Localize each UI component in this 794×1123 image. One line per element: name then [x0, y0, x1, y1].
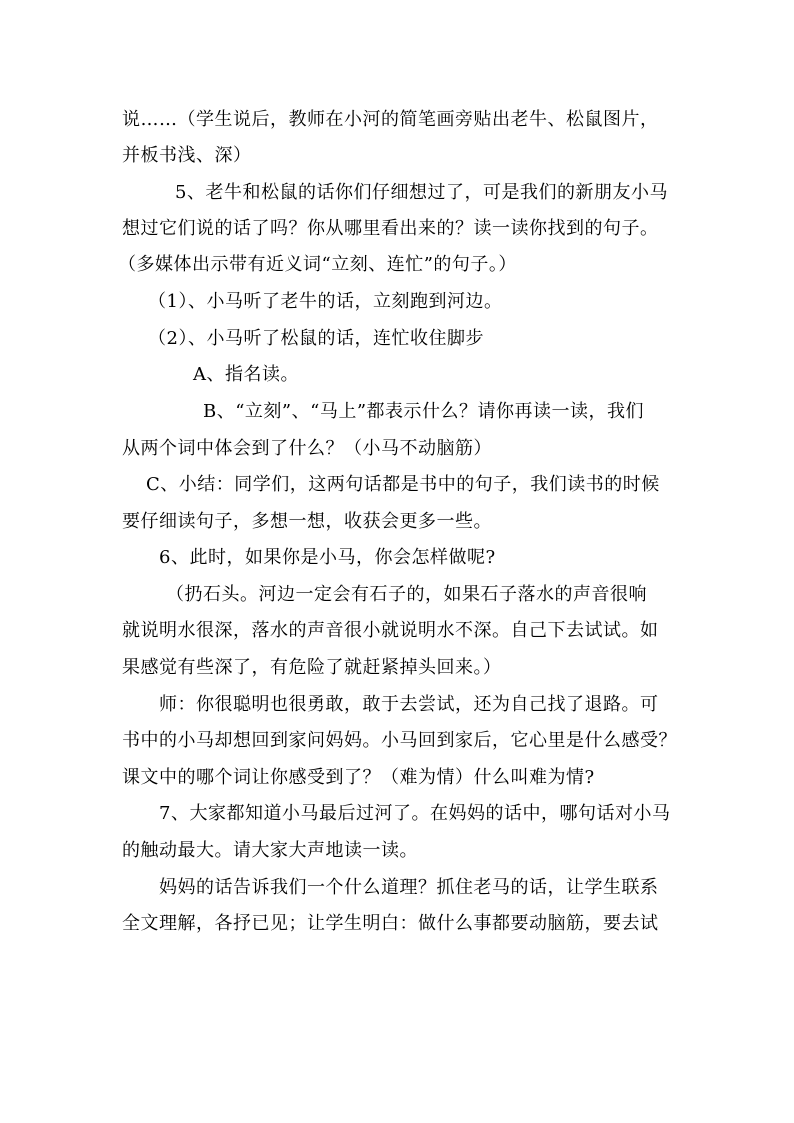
text-line: 7、大家都知道小马最后过河了。在妈妈的话中，哪句话对小马	[159, 803, 671, 824]
text-line: 就说明水很深，落水的声音很小就说明水不深。自己下去试试。如	[122, 620, 659, 641]
text-line: 的触动最大。请大家大声地读一读。	[122, 840, 418, 861]
text-line: 从两个词中体会到了什么？（小马不动脑筋）	[122, 438, 492, 459]
text-line: 书中的小马却想回到家问妈妈。小马回到家后，它心里是什么感受？	[122, 730, 677, 751]
text-line: 想过它们说的话了吗？你从哪里看出来的？读一读你找到的句子。	[122, 218, 659, 239]
text-line: （多媒体出示带有近义词“立刻、连忙”的句子。）	[118, 254, 517, 275]
text-line: C、小结：同学们，这两句话都是书中的句子，我们读书的时候	[146, 474, 660, 495]
text-line: 5、老牛和松鼠的话你们仔细想过了，可是我们的新朋友小马	[175, 182, 668, 203]
text-line: （扔石头。河边一定会有石子的，如果石子落水的声音很响	[166, 584, 647, 605]
text-line: 说……（学生说后，教师在小河的简笔画旁贴出老牛、松鼠图片，	[122, 109, 659, 130]
text-line: 并板书浅、深）	[122, 145, 252, 166]
text-line: 要仔细读句子，多想一想，收获会更多一些。	[122, 511, 492, 532]
text-line: 全文理解，各抒已见；让学生明白：做什么事都要动脑筋，要去试	[122, 913, 659, 934]
text-line: 师：你很聪明也很勇敢，敢于去尝试，还为自己找了退路。可	[159, 694, 659, 715]
text-line: B、“立刻”、“马上”都表示什么？请你再读一读，我们	[203, 401, 645, 422]
text-line: 课文中的哪个词让你感受到了？（难为情）什么叫难为情?	[122, 767, 595, 788]
text-line: A、指名读。	[193, 364, 299, 385]
text-line: （2）、小马听了松鼠的话，连忙收住脚步	[148, 328, 484, 349]
text-line: 妈妈的话告诉我们一个什么道理？抓住老马的话，让学生联系	[159, 877, 659, 898]
text-line: 6、此时，如果你是小马，你会怎样做呢?	[159, 547, 496, 568]
text-line: （1）、小马听了老牛的话，立刻跑到河边。	[148, 291, 503, 312]
text-line: 果感觉有些深了，有危险了就赶紧掉头回来。）	[122, 657, 502, 678]
